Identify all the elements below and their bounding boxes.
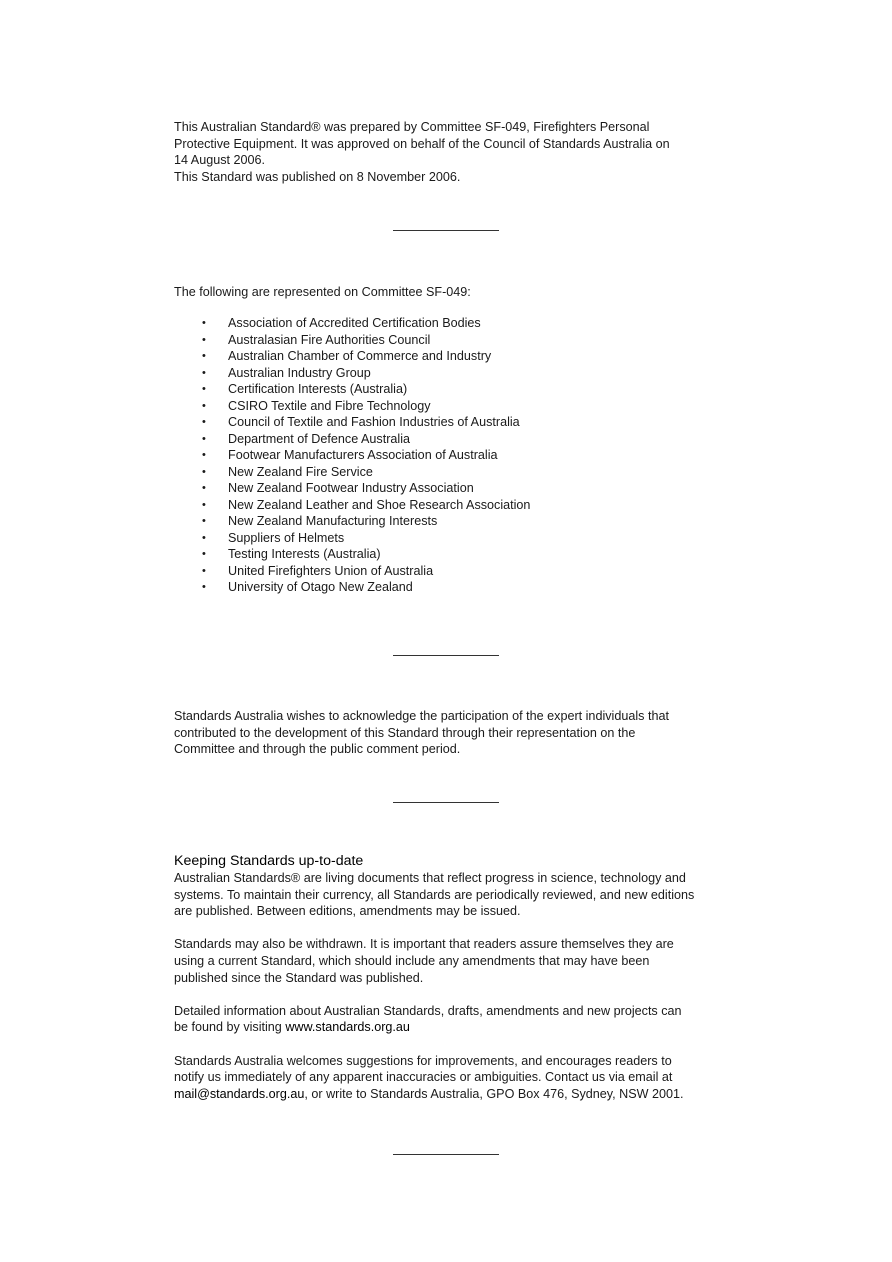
list-item: • New Zealand Manufacturing Interests bbox=[202, 514, 438, 528]
list-item: • Suppliers of Helmets bbox=[202, 530, 345, 545]
list-item: • Australian Industry Group bbox=[202, 365, 371, 380]
section-divider bbox=[393, 230, 499, 231]
list-item: • New Zealand Footwear Industry Association bbox=[202, 481, 474, 495]
email-link[interactable]: mail@standards.org.au bbox=[174, 1086, 305, 1101]
acknowledgement-section: Standards Australia wishes to acknowledge the participation of the expert individuals that contributed to the development of this Standard through their representation on the Committee and through the public comment period. bbox=[174, 709, 669, 757]
approval-section bbox=[174, 119, 734, 185]
section-heading: Keeping Standards up-to-date bbox=[174, 853, 364, 869]
list-item: • New Zealand Fire Service bbox=[202, 464, 373, 479]
list-item: • Australian Chamber of Commerce and Industry bbox=[202, 349, 492, 363]
list-item: • United Firefighters Union of Australia bbox=[202, 563, 434, 578]
approval-line: Protective Equipment. It was approved on behalf of the Council of Standards Australia on bbox=[174, 136, 670, 151]
list-item: • CSIRO Textile and Fibre Technology bbox=[202, 398, 431, 413]
section-divider bbox=[393, 655, 499, 656]
approval-line: This Australian Standard® was prepared by Committee SF-049, Firefighters Personal bbox=[174, 120, 650, 134]
list-item: • Australasian Fire Authorities Council bbox=[202, 332, 431, 347]
committee-intro: The following are represented on Committee SF-049: bbox=[174, 285, 471, 299]
section-divider bbox=[393, 802, 499, 803]
list-item: • Council of Textile and Fashion Industries of Australia bbox=[202, 415, 520, 429]
list-item: • Department of Defence Australia bbox=[202, 431, 411, 446]
keeping-standards-section: Keeping Standards up-to-date Australian Standards® are living documents that reflect progress in science, technology and systems. To maintain their currency, all Standards are periodically reviewed, and new editions are published. Between editions, amendments may be issued. Standards may also be withdrawn. It is important that readers assure themselves they are using a current Standard, which should include any amendments that may have been published since the Standard was published. Detailed information about Australian Standards, drafts, amendments and new projects can be found by visiting www.standards.org.au Standards Australia welcomes suggestions for improvements, and encourages readers to notify us immediately of any apparent inaccuracies or ambiguities. Contact us via email at mail@standards.org.au, or write to Standards Australia, GPO Box 476, Sydney, NSW 2001. bbox=[174, 853, 734, 1102]
approval-line: 14 August 2006. bbox=[174, 153, 266, 168]
list-item: • Certification Interests (Australia) bbox=[202, 382, 408, 396]
list-item: • Association of Accredited Certification Bodies bbox=[202, 316, 481, 330]
website-link[interactable]: www.standards.org.au bbox=[285, 1020, 410, 1035]
list-item: • New Zealand Leather and Shoe Research Association bbox=[202, 497, 531, 512]
list-item: • Footwear Manufacturers Association of Australia bbox=[202, 448, 498, 462]
section-divider bbox=[393, 1154, 499, 1155]
list-item: • Testing Interests (Australia) bbox=[202, 547, 381, 561]
publication-line: This Standard was published on 8 November 2006. bbox=[174, 169, 461, 184]
document-page bbox=[174, 0, 734, 1262]
list-item: • University of Otago New Zealand bbox=[202, 580, 413, 594]
committee-member-list bbox=[174, 315, 734, 596]
